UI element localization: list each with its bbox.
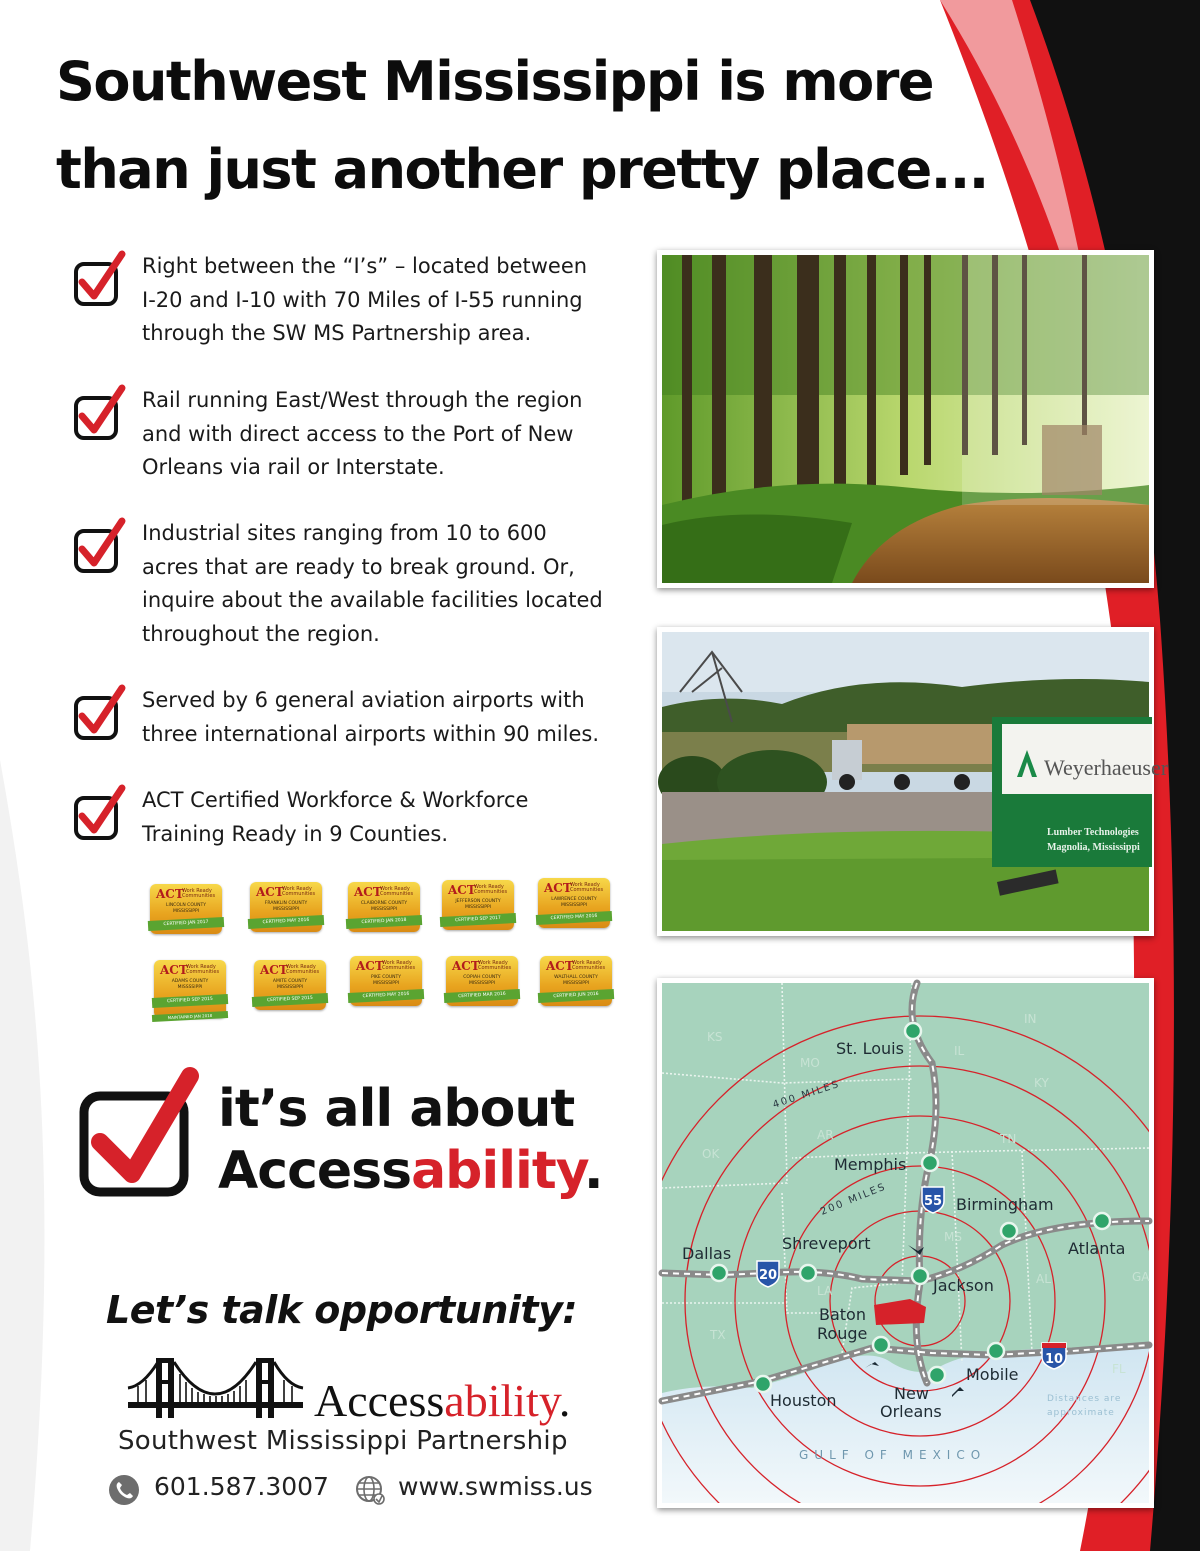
checklist-line: acres that are ready to break ground. Or, (142, 554, 575, 579)
state-label: TX (710, 1328, 726, 1342)
state-label: KS (707, 1030, 723, 1044)
badge-maintained: MAINTAINED JAN 2018 (152, 1011, 228, 1022)
state-label: TN (1000, 1132, 1017, 1146)
badge-county: AMITE COUNTY MISSISSIPPI (272, 979, 308, 990)
checklist-text (142, 250, 642, 351)
checklist-line: Industrial sites ranging from 10 to 600 (142, 521, 547, 545)
act-badge (250, 882, 322, 932)
city-marker-shreveport (800, 1265, 816, 1281)
headline-line-1: Southwest Mississippi is more (56, 50, 933, 113)
state-label: MO (800, 1056, 820, 1070)
state-label: IN (1024, 1012, 1037, 1026)
state-label: AR (817, 1128, 834, 1142)
city-label-rouge: Rouge (817, 1324, 868, 1343)
badge-sub: Work Ready Communities (572, 960, 606, 971)
tagline-ability: ability (411, 1141, 584, 1201)
city-marker-birmingham (1001, 1223, 1017, 1239)
globe-icon (354, 1474, 386, 1506)
badge-act: ACT (256, 885, 284, 899)
logo-wordmark (314, 1376, 570, 1426)
city-marker-dallas (711, 1265, 727, 1281)
badge-act: ACT (354, 885, 382, 899)
act-certification-badges (146, 878, 626, 1028)
city-label-memphis: Memphis (834, 1155, 907, 1174)
badge-sub: Work Ready Communities (478, 960, 512, 971)
act-badge (538, 878, 610, 928)
city-label-houston: Houston (770, 1391, 837, 1410)
checklist-line: three international airports within 90 miles. (142, 721, 600, 746)
city-marker-jackson (912, 1268, 928, 1284)
checkbox-check-icon (72, 517, 126, 577)
checklist-line: Rail running East/West through the region (142, 388, 583, 412)
state-label: IL (954, 1044, 965, 1058)
weyerhaeuser-mill-photo (657, 627, 1169, 936)
sign-brand: Weyerhaeuser (1044, 755, 1169, 780)
checklist-item-workforce (72, 784, 642, 851)
checklist-line: Training Ready in 9 Counties. (142, 821, 448, 846)
mill-image (662, 632, 1169, 931)
logo-ability: ability (444, 1375, 559, 1426)
state-label: GA (1132, 1270, 1150, 1284)
tagline-period: . (583, 1141, 603, 1201)
city-label-shreveport: Shreveport (782, 1234, 871, 1253)
badge-county: WALTHALL COUNTY MISSISSIPPI (554, 975, 598, 986)
city-marker-memphis (922, 1155, 938, 1171)
forest-photo (657, 250, 1154, 588)
act-badge (350, 956, 422, 1006)
badge-sub: Work Ready Communities (282, 886, 316, 897)
city-marker-st-louis (905, 1023, 921, 1039)
region-map (657, 978, 1154, 1508)
act-badge (254, 960, 326, 1010)
headline (56, 38, 1016, 214)
badge-sub: Work Ready Communities (182, 888, 216, 899)
phone-number[interactable]: 601.587.3007 (154, 1472, 329, 1501)
state-label: KY (1034, 1076, 1049, 1090)
city-marker-atlanta (1094, 1213, 1110, 1229)
checklist-line: inquire about the available facilities located (142, 588, 603, 612)
city-marker-baton-rouge (873, 1337, 889, 1353)
badge-act: ACT (544, 881, 572, 895)
accessability-tagline (218, 1078, 603, 1202)
city-label-dallas: Dallas (682, 1244, 732, 1263)
checkbox-check-icon (72, 684, 126, 744)
act-badge (540, 956, 612, 1006)
checklist-line: throughout the region. (142, 621, 380, 646)
badge-cert: CERTIFIED JAN 2018 (346, 915, 422, 929)
badge-cert: CERTIFIED SEP 2015 (252, 993, 328, 1007)
checkbox-check-icon (72, 250, 126, 310)
badge-county: LINCOLN COUNTY MISSISSIPPI (165, 903, 207, 914)
city-label-orleans: Orleans (880, 1402, 942, 1421)
badge-county: CLAIBORNE COUNTY MISSISSIPPI (360, 901, 408, 912)
state-label: MS (944, 1230, 962, 1244)
checklist-item-industrial-sites (72, 517, 642, 651)
checklist-item-airports (72, 684, 642, 751)
website-link[interactable]: www.swmiss.us (398, 1472, 593, 1501)
city-label-atlanta: Atlanta (1068, 1239, 1126, 1258)
checklist-text (142, 784, 642, 851)
badge-cert: CERTIFIED MAR 2016 (444, 989, 520, 1003)
badge-sub: Work Ready Communities (380, 886, 414, 897)
lets-talk-heading: Let’s talk opportunity: (106, 1288, 578, 1332)
checkbox-check-icon (72, 784, 126, 844)
contact-info (108, 1470, 628, 1510)
badge-cert: CERTIFIED JAN 2017 (148, 917, 224, 931)
ring-label-400: 400 MILES (771, 1078, 842, 1111)
checklist-line: ACT Certified Workforce & Workforce (142, 788, 529, 812)
badge-sub: Work Ready Communities (186, 964, 220, 975)
badge-cert: CERTIFIED MAY 2016 (536, 911, 612, 925)
checklist-item-highways (72, 250, 642, 351)
logo-period: . (558, 1375, 571, 1426)
state-label: LA (817, 1284, 833, 1298)
badge-county: JEFFERSON COUNTY MISSISSIPPI (455, 899, 501, 910)
large-checkbox-icon (78, 1070, 198, 1200)
badge-cert: CERTIFIED MAY 2016 (348, 989, 424, 1003)
badge-sub: Work Ready Communities (570, 882, 604, 893)
region-map-image (662, 983, 1149, 1503)
state-label: FL (1112, 1362, 1126, 1376)
checklist-line: Served by 6 general aviation airports with (142, 688, 585, 712)
state-label: AL (1036, 1272, 1051, 1286)
badge-act: ACT (546, 959, 574, 973)
checkbox-check-icon (72, 384, 126, 444)
badge-act: ACT (356, 959, 384, 973)
distance-note-1: Distances are (1047, 1394, 1122, 1404)
act-badge (348, 882, 420, 932)
phone-icon (108, 1474, 140, 1506)
sign-line-1: Lumber Technologies (1047, 827, 1139, 838)
city-label-baton: Baton (819, 1305, 866, 1324)
badge-sub: Work Ready Communities (286, 964, 320, 975)
checklist-text (142, 517, 642, 651)
checklist-line: Right between the “I’s” – located between (142, 254, 588, 278)
act-badge (154, 960, 226, 1021)
ring-label-200: 200 MILES (819, 1181, 889, 1218)
act-badge (442, 880, 514, 930)
city-label-birmingham: Birmingham (956, 1195, 1054, 1214)
checklist-item-rail (72, 384, 642, 485)
sign-line-2: Magnolia, Mississippi (1047, 842, 1140, 853)
checklist-line: I-20 and I-10 with 70 Miles of I-55 running (142, 287, 583, 312)
i20-shield-label: 20 (758, 1268, 778, 1283)
checklist-line: through the SW MS Partnership area. (142, 321, 532, 345)
badge-act: ACT (260, 963, 288, 977)
logo-access: Access (314, 1375, 445, 1426)
city-label-new: New (894, 1384, 929, 1403)
state-label: OK (702, 1147, 720, 1161)
city-label-jackson: Jackson (933, 1276, 994, 1295)
city-marker-houston (755, 1376, 771, 1392)
badge-cert: CERTIFIED JUN 2016 (538, 989, 614, 1003)
badge-county: COPIAH COUNTY MISSISSIPPI (463, 975, 501, 986)
badge-cert: CERTIFIED MAY 2016 (248, 915, 324, 929)
logo-subtitle: Southwest Mississippi Partnership (118, 1426, 568, 1456)
badge-county: LAWRENCE COUNTY MISSISSIPPI (551, 897, 597, 908)
badge-act: ACT (452, 959, 480, 973)
tagline-line-2 (218, 1140, 603, 1202)
city-marker-new-orleans (929, 1367, 945, 1383)
act-badge (446, 956, 518, 1006)
badge-act: ACT (156, 887, 184, 901)
badge-county: ADAMS COUNTY MISSSSIPPI (171, 979, 209, 990)
checklist-line: and with direct access to the Port of New (142, 421, 574, 446)
forest-image (662, 255, 1149, 583)
i10-shield-label: 10 (1044, 1352, 1064, 1367)
tagline-access: Access (218, 1141, 412, 1201)
badge-sub: Work Ready Communities (474, 884, 508, 895)
headline-line-2: than just another pretty place... (56, 138, 988, 201)
badge-sub: Work Ready Communities (382, 960, 416, 971)
city-label-mobile: Mobile (966, 1365, 1019, 1384)
checklist-text (142, 384, 642, 485)
badge-county: PIKE COUNTY MISSISSIPPI (370, 975, 402, 986)
badge-act: ACT (160, 963, 188, 977)
city-marker-mobile (988, 1343, 1004, 1359)
act-badge (150, 884, 222, 934)
checklist-text (142, 684, 642, 751)
i55-shield-label: 55 (923, 1194, 943, 1209)
badge-cert: CERTIFIED SEP 2017 (440, 913, 516, 927)
badge-county: FRANKLIN COUNTY MISSISSIPPI (264, 901, 308, 912)
city-label-st-louis: St. Louis (836, 1039, 904, 1058)
bridge-logo-icon (128, 1356, 303, 1428)
badge-act: ACT (448, 883, 476, 897)
checklist-line: Orleans via rail or Interstate. (142, 455, 445, 479)
tagline-line-1: it’s all about (218, 1079, 575, 1139)
badge-cert: CERTIFIED SEP 2015 (152, 994, 228, 1008)
gulf-of-mexico-label: GULF OF MEXICO (799, 1448, 987, 1462)
distance-note-2: approximate (1047, 1408, 1115, 1418)
